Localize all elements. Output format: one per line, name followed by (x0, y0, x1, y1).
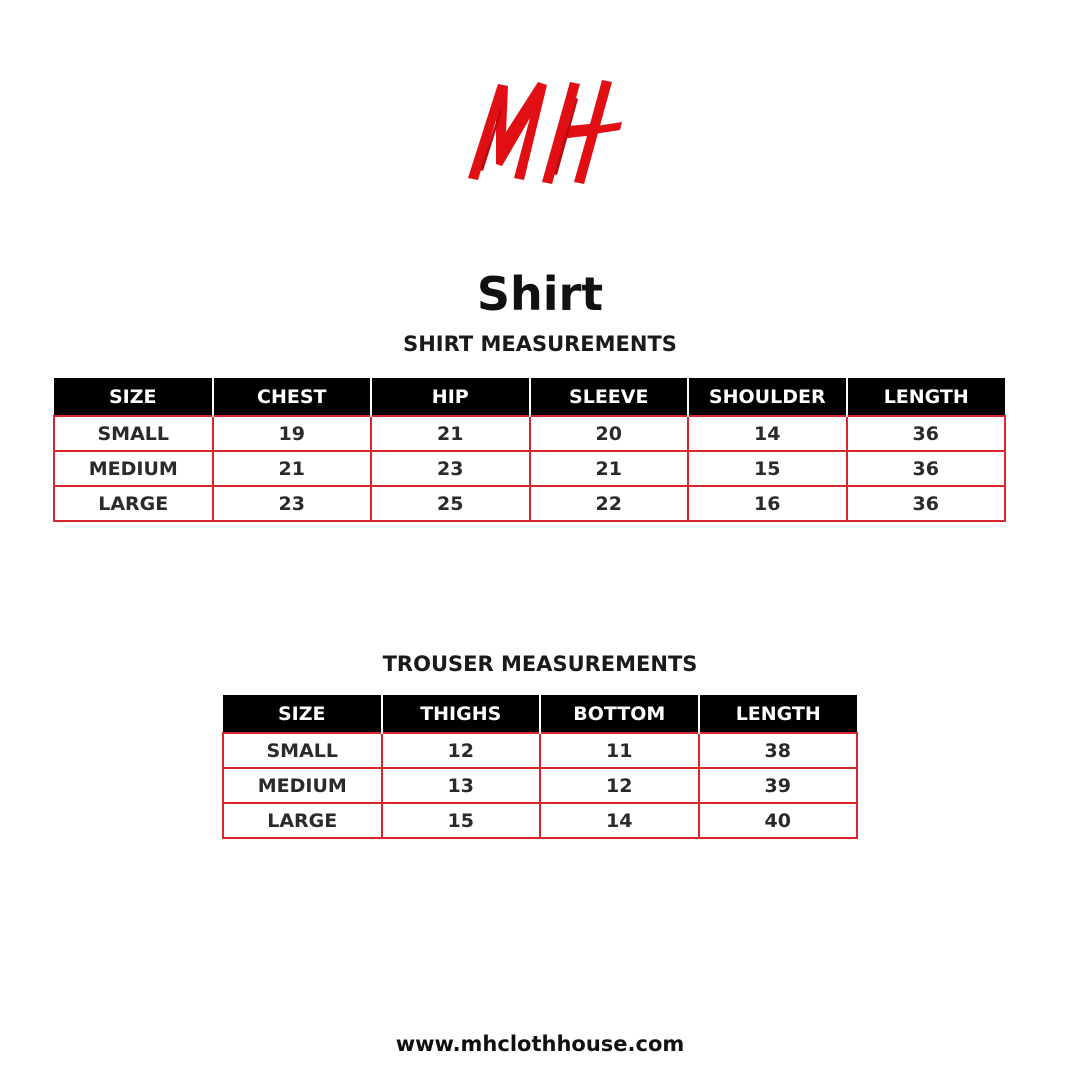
table-cell: 21 (213, 451, 372, 486)
table-cell: 36 (847, 486, 1006, 521)
mh-logo (450, 70, 630, 195)
table-cell: 22 (530, 486, 689, 521)
table-cell: 38 (699, 733, 858, 768)
shirt-measurements-table (53, 378, 1006, 522)
table-cell: 14 (540, 803, 699, 838)
shirt-header-cell: SIZE (54, 378, 213, 416)
shirt-header-cell: SLEEVE (530, 378, 689, 416)
trouser-header-row (223, 695, 857, 733)
table-row (54, 486, 1005, 521)
table-cell: 36 (847, 451, 1006, 486)
table-cell: 39 (699, 768, 858, 803)
table-cell: 11 (540, 733, 699, 768)
shirt-header-cell: SHOULDER (688, 378, 847, 416)
table-cell: 12 (540, 768, 699, 803)
trouser-measurements-table (222, 695, 858, 839)
table-cell: 19 (213, 416, 372, 451)
size-cell: SMALL (54, 416, 213, 451)
table-cell: 14 (688, 416, 847, 451)
table-row (223, 733, 857, 768)
shirt-section-title: SHIRT MEASUREMENTS (403, 332, 677, 356)
size-cell: LARGE (54, 486, 213, 521)
table-row (223, 768, 857, 803)
table-cell: 23 (213, 486, 372, 521)
page-title: Shirt (476, 267, 604, 321)
table-cell: 21 (371, 416, 530, 451)
trouser-header-cell: LENGTH (699, 695, 858, 733)
size-cell: LARGE (223, 803, 382, 838)
table-row (54, 451, 1005, 486)
table-cell: 13 (382, 768, 541, 803)
website-url[interactable]: www.mhclothhouse.com (395, 1032, 685, 1056)
table-cell: 23 (371, 451, 530, 486)
table-cell: 15 (382, 803, 541, 838)
table-cell: 36 (847, 416, 1006, 451)
table-cell: 21 (530, 451, 689, 486)
table-row (223, 803, 857, 838)
table-cell: 15 (688, 451, 847, 486)
shirt-header-cell: HIP (371, 378, 530, 416)
table-cell: 20 (530, 416, 689, 451)
table-cell: 40 (699, 803, 858, 838)
size-cell: SMALL (223, 733, 382, 768)
trouser-header-cell: BOTTOM (540, 695, 699, 733)
table-cell: 25 (371, 486, 530, 521)
shirt-header-cell: CHEST (213, 378, 372, 416)
table-row (54, 416, 1005, 451)
trouser-header-cell: THIGHS (382, 695, 541, 733)
table-cell: 12 (382, 733, 541, 768)
shirt-header-row (54, 378, 1005, 416)
size-cell: MEDIUM (223, 768, 382, 803)
mh-logo-mark (450, 70, 630, 195)
trouser-section-title: TROUSER MEASUREMENTS (382, 652, 698, 676)
size-cell: MEDIUM (54, 451, 213, 486)
trouser-header-cell: SIZE (223, 695, 382, 733)
table-cell: 16 (688, 486, 847, 521)
shirt-header-cell: LENGTH (847, 378, 1006, 416)
